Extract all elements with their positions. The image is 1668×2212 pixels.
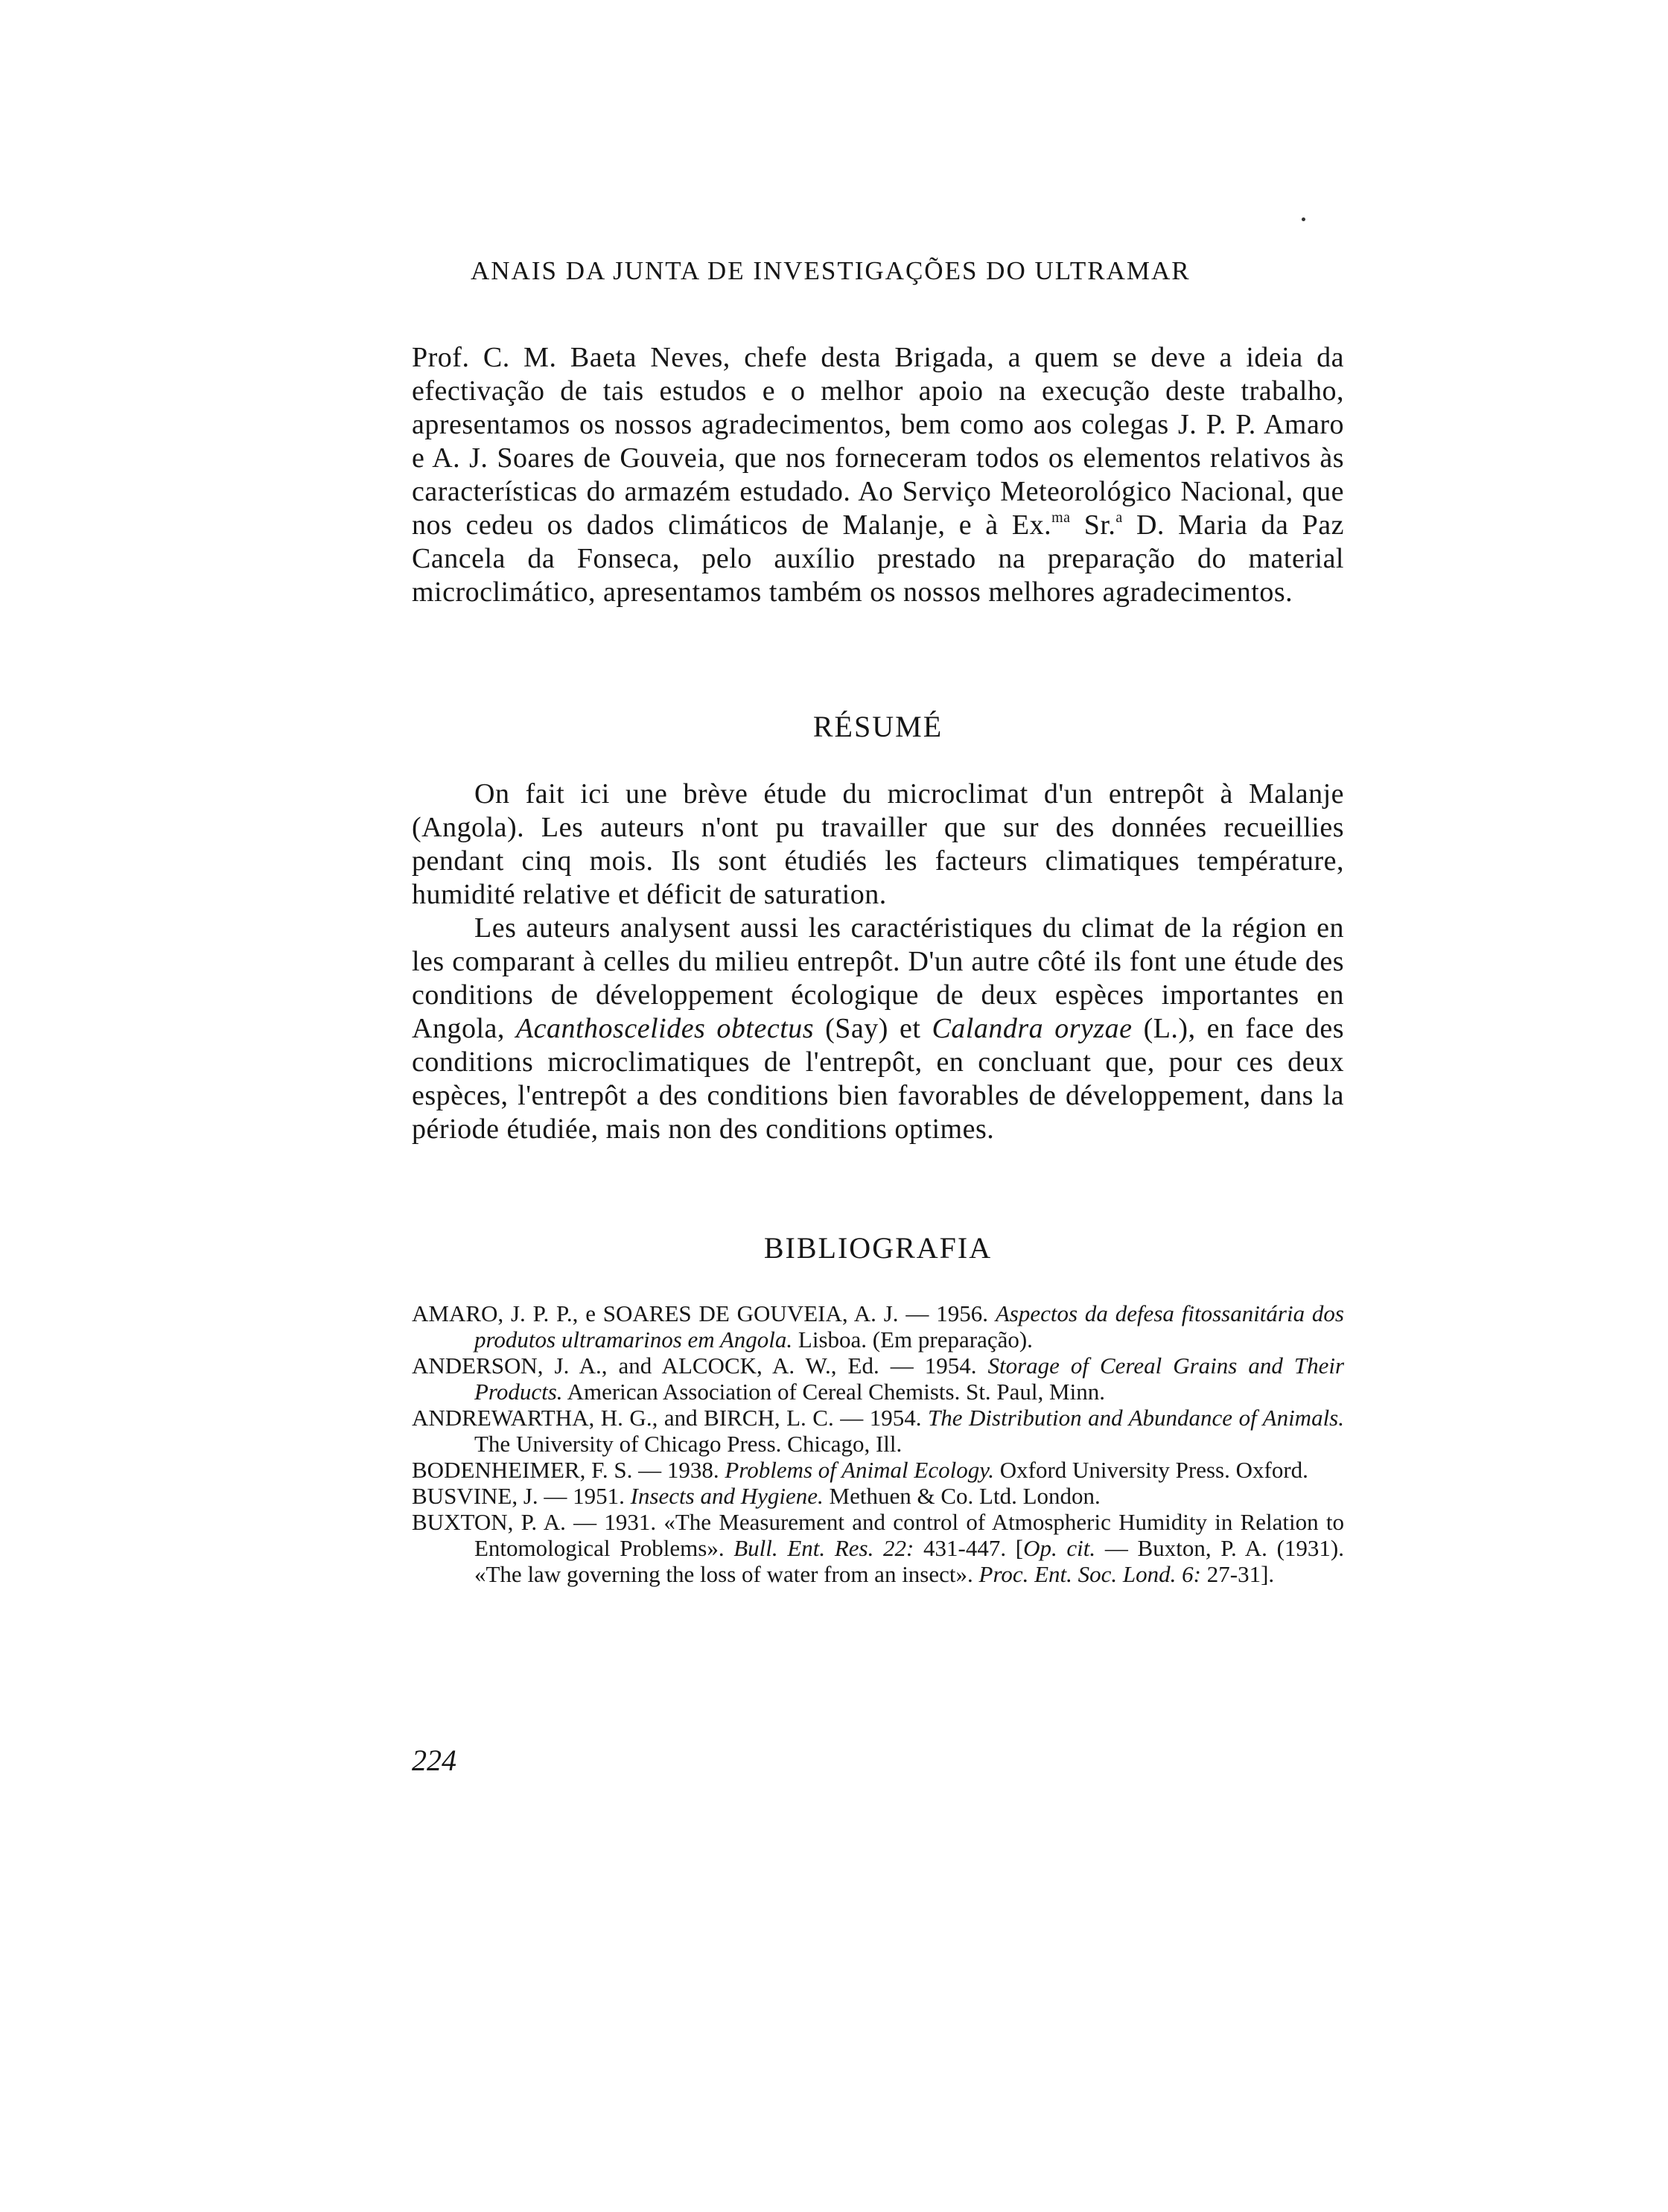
entry-journal: Bull. Ent. Res. 22: <box>733 1535 914 1561</box>
resume-section <box>412 778 1344 1146</box>
entry-publisher: Lisboa. (Em preparação). <box>792 1326 1033 1353</box>
species-name-2: Calandra oryzae <box>932 1013 1133 1044</box>
bibliography-entry <box>412 1300 1344 1353</box>
entry-journal: Proc. Ent. Soc. Lond. 6: <box>978 1561 1201 1587</box>
species-name-1: Acanthoscelides obtectus <box>515 1013 815 1044</box>
entry-title: Problems of Animal Ecology. <box>725 1457 994 1483</box>
entry-authors: BUSVINE, J. — 1951. <box>412 1483 631 1509</box>
bibliography-heading: BIBLIOGRAFIA <box>763 1231 993 1265</box>
entry-publisher: The University of Chicago Press. Chicago, Ill. <box>474 1431 903 1457</box>
entry-publisher: Methuen & Co. Ltd. London. <box>823 1483 1101 1509</box>
bibliography-list <box>412 1300 1344 1587</box>
entry-pages: 27-31]. <box>1201 1561 1275 1587</box>
entry-authors: ANDERSON, J. A., and ALCOCK, A. W., Ed. — 1954. <box>412 1353 988 1379</box>
entry-related-article: — Buxton, P. A. (1931). «The law governing the loss of water from an insect». <box>474 1535 1344 1587</box>
entry-title: Insects and Hygiene. <box>630 1483 824 1509</box>
page-number: 224 <box>412 1744 456 1777</box>
resume-p2-text-a: Les auteurs analysent aussi les caractéristiques du climat de la région en les comparant à celles du milieu entrepôt. D'un autre côté ils font une étude des conditions de développement écologique de deux espèces importantes en Angola, <box>412 912 1344 1044</box>
entry-title: The Distribution and Abundance of Animals. <box>928 1405 1344 1431</box>
ack-superscript-1: ma <box>1051 509 1071 526</box>
resume-paragraph-2 <box>412 912 1344 1146</box>
bibliography-entry <box>412 1405 1344 1457</box>
entry-authors: BUXTON, P. A. — 1931. «The Measurement and control of Atmospheric Humidity in Relation to Entomological Problems». <box>412 1509 1344 1561</box>
ack-superscript-2: a <box>1115 509 1123 526</box>
resume-p2-text-c: (L.), en face des conditions microclimatiques de l'entrepôt, en concluant que, pour ces deux espèces, l'entrepôt a des conditions bien favorables de développement, dans la période étudiée, mais non des conditions optimes. <box>412 1013 1345 1145</box>
ack-text-3: D. Maria da Paz Cancela da Fonseca, pelo auxílio prestado na preparação do material microclimático, apresentamos também os nossos melhores agradecimentos. <box>412 509 1344 608</box>
resume-p2-text-b: (Say) et <box>814 1013 932 1044</box>
running-header: ANAIS DA JUNTA DE INVESTIGAÇÕES DO ULTRAMAR <box>471 256 1191 285</box>
bibliography-entry <box>412 1483 1344 1509</box>
ack-text-2: Sr. <box>1070 509 1116 541</box>
bibliography-entry <box>412 1457 1344 1483</box>
ack-text-1: Prof. C. M. Baeta Neves, chefe desta Brigada, a quem se deve a ideia da efectivação de tais estudos e o melhor apoio na execução deste trabalho, apresentamos os nossos agradecimentos, bem como aos colegas J. P. P. Amaro e A. J. Soares de Gouveia, que nos forneceram todos os elementos relativos às características do armazém estudado. Ao Serviço Meteorológico Nacional, que nos cedeu os dados climáticos de Malanje, e à Ex. <box>412 342 1344 541</box>
entry-authors: AMARO, J. P. P., e SOARES DE GOUVEIA, A. J. — 1956. <box>412 1300 996 1326</box>
entry-authors: ANDREWARTHA, H. G., and BIRCH, L. C. — 1954. <box>412 1405 929 1431</box>
entry-publisher: Oxford University Press. Oxford. <box>994 1457 1308 1483</box>
bibliography-entry <box>412 1353 1344 1405</box>
entry-publisher: American Association of Cereal Chemists. St. Paul, Minn. <box>562 1379 1105 1405</box>
entry-authors: BODENHEIMER, F. S. — 1938. <box>412 1457 725 1483</box>
resume-paragraph-1: On fait ici une brève étude du microclimat d'un entrepôt à Malanje (Angola). Les auteurs n'ont pu travailler que sur des données recueillies pendant cinq mois. Ils sont étudiés les facteurs climatiques température, humidité relative et déficit de saturation. <box>412 778 1344 910</box>
bibliography-entry <box>412 1509 1344 1587</box>
entry-title: Aspectos da defesa fitossanitária dos produtos ultramarinos em Angola. <box>474 1300 1344 1353</box>
entry-title: Storage of Cereal Grains and Their Products. <box>474 1353 1345 1405</box>
entry-pages: 431-447. [ <box>914 1535 1024 1561</box>
resume-heading: RÉSUMÉ <box>812 710 943 743</box>
print-speck <box>1302 217 1305 221</box>
acknowledgements-paragraph <box>412 341 1344 609</box>
entry-op-cit: Op. cit. <box>1023 1535 1096 1561</box>
